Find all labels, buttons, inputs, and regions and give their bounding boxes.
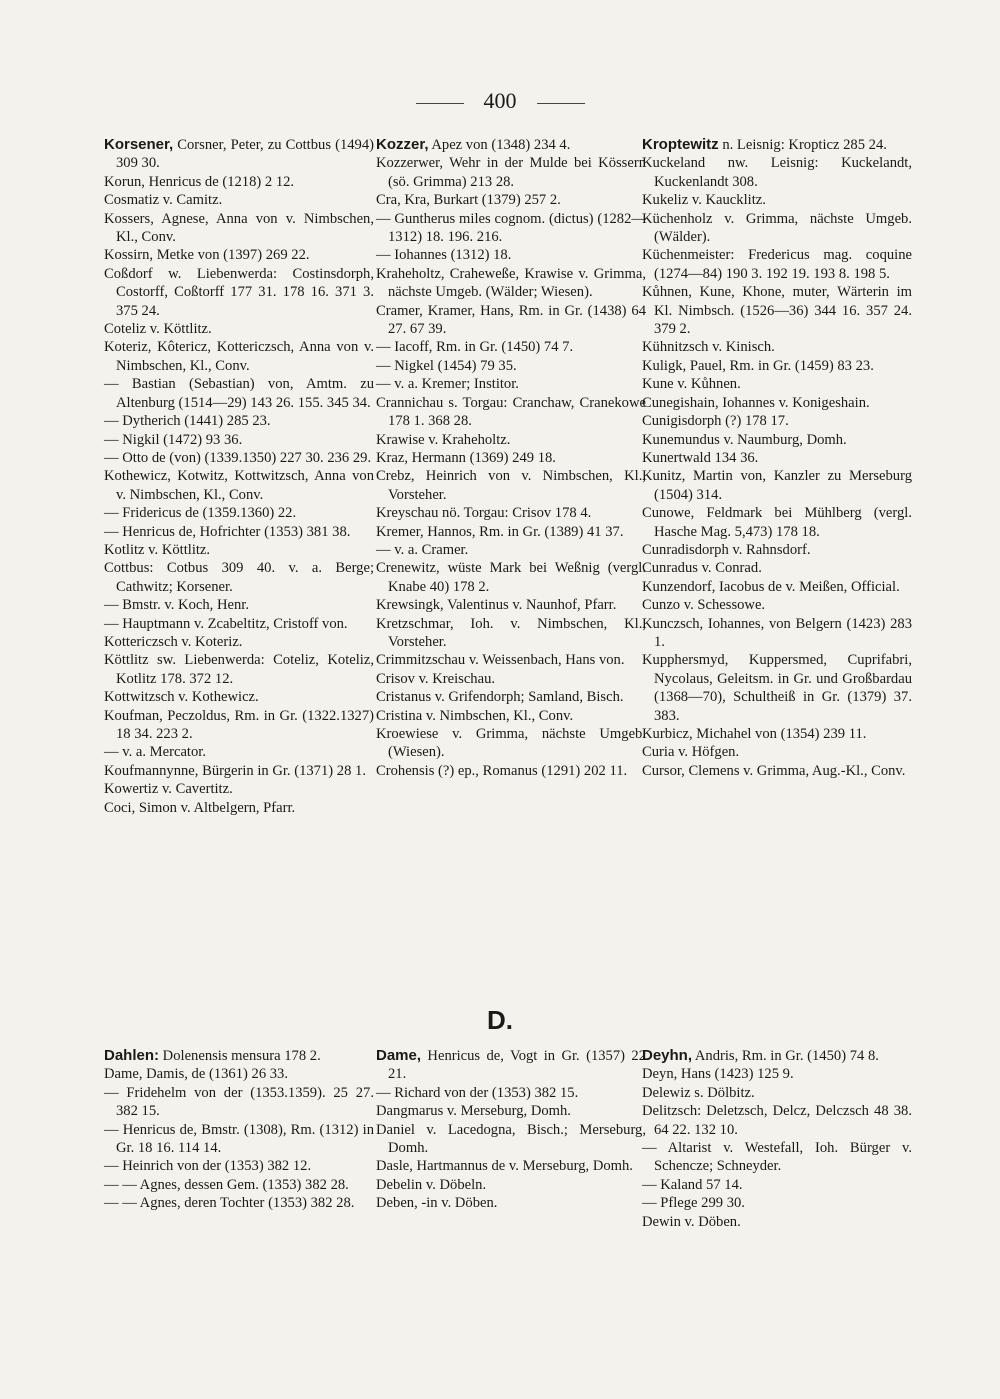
entry-text: Dasle, Hartmannus de v. Merseburg, Domh. xyxy=(376,1158,633,1175)
entry-text: Coci, Simon v. Altbelgern, Pfarr. xyxy=(104,799,296,816)
index-entry xyxy=(104,210,374,247)
index-entry xyxy=(104,596,374,614)
entry-text: Kuligk, Pauel, Rm. in Gr. (1459) 83 23. xyxy=(642,357,874,374)
index-entry xyxy=(642,762,912,780)
entry-text: Cunradus v. Conrad. xyxy=(642,560,762,577)
entry-text: — v. a. Kremer; Institor. xyxy=(376,376,519,393)
entry-text: — Iohannes (1312) 18. xyxy=(376,247,512,264)
entry-text: Delewiz s. Dölbitz. xyxy=(642,1084,755,1101)
index-entry xyxy=(104,799,374,817)
entry-text: Crebz, Heinrich von v. Nimbschen, Kl., Vorsteher. xyxy=(376,468,646,503)
column-bottom-3 xyxy=(642,1047,912,1231)
index-entry xyxy=(376,688,646,706)
entry-text: Henricus de, Vogt in Gr. (1357) 22 21. xyxy=(388,1048,646,1083)
entry-text: Cunigisdorph (?) 178 17. xyxy=(642,413,789,430)
entry-text: — Heinrich von der (1353) 382 12. xyxy=(104,1158,312,1175)
index-entry xyxy=(642,1102,912,1139)
index-entry xyxy=(376,191,646,209)
index-entry xyxy=(376,154,646,191)
entry-text: Kreyschau nö. Torgau: Crisov 178 4. xyxy=(376,505,592,522)
entry-text: n. Leisnig: Kropticz 285 24. xyxy=(722,137,887,153)
entry-text: Kunczsch, Iohannes, von Belgern (1423) 283 1. xyxy=(642,615,912,650)
index-entry xyxy=(642,596,912,614)
entry-text: Crimmitzschau v. Weissenbach, Hans von. xyxy=(376,652,625,669)
index-entry xyxy=(104,633,374,651)
index-entry xyxy=(376,523,646,541)
entry-text: Kukeliz v. Kaucklitz. xyxy=(642,192,766,209)
entry-text: Crannichau s. Torgau: Cranchaw, Cranekowe 178 1. 368 28. xyxy=(376,394,646,430)
index-entry xyxy=(376,394,646,431)
entry-headword: Kozzer, xyxy=(376,136,429,153)
entry-text: Cosmatiz v. Camitz. xyxy=(104,192,223,209)
entry-text: — Dytherich (1441) 285 23. xyxy=(104,413,271,430)
index-entry xyxy=(104,412,374,430)
column-bottom-1 xyxy=(104,1047,374,1213)
entry-text: Küchenholz v. Grimma, nächste Umgeb. (Wälder). xyxy=(642,210,912,246)
index-entry xyxy=(642,725,912,743)
index-entry xyxy=(642,1047,912,1065)
entry-text: Kunitz, Martin von, Kanzler zu Merseburg (1504) 314. xyxy=(642,468,912,503)
entry-text: Kuckeland nw. Leisnig: Kuckelandt, Kuckenlandt 308. xyxy=(642,155,912,190)
index-entry xyxy=(376,504,646,522)
header-rule-right xyxy=(537,103,585,104)
entry-text: Crohensis (?) ep., Romanus (1291) 202 11. xyxy=(376,762,628,779)
entry-text: — — Agnes, deren Tochter (1353) 382 28. xyxy=(104,1195,355,1212)
index-entry xyxy=(376,338,646,356)
index-entry xyxy=(104,743,374,761)
index-entry xyxy=(642,1084,912,1102)
index-entry xyxy=(104,191,374,209)
index-entry xyxy=(376,559,646,596)
index-entry xyxy=(642,467,912,504)
index-entry xyxy=(642,357,912,375)
entry-text: Kossirn, Metke von (1397) 269 22. xyxy=(104,247,310,264)
entry-text: Kothewicz, Kotwitz, Kottwitzsch, Anna von v. Nimbschen, Kl., Conv. xyxy=(104,468,374,503)
entry-text: Koteriz, Kôtericz, Kottericzsch, Anna von v. Nimbschen, Kl., Conv. xyxy=(104,339,374,374)
entry-text: Kremer, Hannos, Rm. in Gr. (1389) 41 37. xyxy=(376,523,624,540)
index-entry xyxy=(104,265,374,320)
column-top-2 xyxy=(376,136,646,780)
index-entry xyxy=(104,1065,374,1083)
index-entry xyxy=(642,338,912,356)
index-entry xyxy=(642,615,912,652)
entry-text: Dolenensis mensura 178 2. xyxy=(162,1048,321,1064)
index-entry xyxy=(376,375,646,393)
entry-text: Kossers, Agnese, Anna von v. Nimbschen, Kl., Conv. xyxy=(104,210,374,246)
entry-headword: Korsener, xyxy=(104,136,174,153)
index-entry xyxy=(104,651,374,688)
entry-text: — Fridehelm von der (1353.1359). 25 27. 382 15. xyxy=(104,1084,374,1120)
entry-text: Cristanus v. Grifendorph; Samland, Bisch. xyxy=(376,689,624,706)
index-entry xyxy=(642,394,912,412)
column-top-1 xyxy=(104,136,374,817)
index-entry xyxy=(104,467,374,504)
entry-text: Koufmannynne, Bürgerin in Gr. (1371) 28 1. xyxy=(104,762,366,779)
index-entry xyxy=(104,1176,374,1194)
entry-text: Kowertiz v. Cavertitz. xyxy=(104,781,233,798)
entry-text: Kunzendorf, Iacobus de v. Meißen, Official. xyxy=(642,578,900,595)
index-entry xyxy=(642,136,912,154)
index-entry xyxy=(376,707,646,725)
column-bottom-2 xyxy=(376,1047,646,1213)
index-entry xyxy=(104,173,374,191)
entry-text: — Henricus de, Bmstr. (1308), Rm. (1312) in Gr. 18 16. 114 14. xyxy=(104,1121,374,1157)
index-entry xyxy=(376,615,646,652)
index-entry xyxy=(642,375,912,393)
entry-text: Kotlitz v. Köttlitz. xyxy=(104,541,211,558)
entry-text: Koufman, Peczoldus, Rm. in Gr. (1322.1327) 18 34. 223 2. xyxy=(104,707,374,742)
page-header xyxy=(0,88,1000,118)
index-entry xyxy=(642,504,912,541)
index-entry xyxy=(642,559,912,577)
index-entry xyxy=(642,651,912,725)
entry-text: Kůhnen, Kune, Khone, muter, Wärterin im Kl. Nimbsch. (1526—36) 344 16. 357 24. 379 2. xyxy=(642,284,912,338)
entry-text: Kurbicz, Michahel von (1354) 239 11. xyxy=(642,726,867,742)
index-entry xyxy=(104,375,374,412)
entry-text: Kottwitzsch v. Kothewicz. xyxy=(104,689,259,706)
entry-text: — Nigkel (1454) 79 35. xyxy=(376,357,517,374)
entry-text: Curia v. Höfgen. xyxy=(642,744,740,761)
entry-text: — — Agnes, dessen Gem. (1353) 382 28. xyxy=(104,1176,349,1193)
entry-text: — Nigkil (1472) 93 36. xyxy=(104,431,243,448)
entry-text: Dewin v. Döben. xyxy=(642,1213,741,1230)
index-entry xyxy=(104,615,374,633)
column-top-3 xyxy=(642,136,912,780)
entry-text: Cottbus: Cotbus 309 40. v. a. Berge; Cathwitz; Korsener. xyxy=(104,560,374,595)
entry-text: — Bastian (Sebastian) von, Amtm. zu Altenburg (1514—29) 143 26. 155. 345 34. xyxy=(104,376,374,411)
entry-text: Kunertwald 134 36. xyxy=(642,449,759,466)
entry-text: Coteliz v. Köttlitz. xyxy=(104,321,212,338)
entry-text: — Henricus de, Hofrichter (1353) 381 38. xyxy=(104,523,351,540)
index-entry xyxy=(376,725,646,762)
entry-text: Cunowe, Feldmark bei Mühlberg (vergl. Hasche Mag. 5,473) 178 18. xyxy=(642,505,912,540)
index-entry xyxy=(104,780,374,798)
index-entry xyxy=(376,210,646,247)
entry-text: Dame, Damis, de (1361) 26 33. xyxy=(104,1066,289,1083)
index-entry xyxy=(376,670,646,688)
index-entry xyxy=(642,191,912,209)
entry-text: Köttlitz sw. Liebenwerda: Coteliz, Koteliz, Kotlitz 178. 372 12. xyxy=(104,652,374,687)
entry-text: Crisov v. Kreischau. xyxy=(376,670,496,687)
index-entry xyxy=(642,743,912,761)
entry-text: Daniel v. Lacedogna, Bisch.; Merseburg, Domh. xyxy=(376,1121,646,1157)
entry-text: Kupphersmyd, Kuppersmed, Cuprifabri, Nycolaus, Geleitsm. in Gr. und Großbardau (1368—70), Schultheiß in Gr. (1379) 37. 383. xyxy=(642,652,912,724)
entry-text: Kraz, Hermann (1369) 249 18. xyxy=(376,449,556,466)
entry-text: — Kaland 57 14. xyxy=(642,1176,743,1193)
index-entry xyxy=(376,467,646,504)
index-entry xyxy=(376,596,646,614)
index-entry xyxy=(642,449,912,467)
index-entry xyxy=(104,707,374,744)
entry-text: Kretzschmar, Ioh. v. Nimbschen, Kl., Vorsteher. xyxy=(376,615,646,650)
entry-text: — Altarist v. Westefall, Ioh. Bürger v. Schencze; Schneyder. xyxy=(642,1140,912,1175)
index-entry xyxy=(642,412,912,430)
entry-text: Kottericzsch v. Koteriz. xyxy=(104,633,243,650)
index-entry xyxy=(376,431,646,449)
entry-text: Deben, -in v. Döben. xyxy=(376,1195,498,1212)
section-letter: D. xyxy=(487,1005,513,1035)
index-entry xyxy=(376,1084,646,1102)
entry-text: — Guntherus miles cognom. (dictus) (1282—1312) 18. 196. 216. xyxy=(376,210,646,246)
entry-text: Kraheholtz, Craheweße, Krawise v. Grimma, nächste Umgeb. (Wälder; Wiesen). xyxy=(376,265,646,301)
index-entry xyxy=(376,1176,646,1194)
entry-text: Kune v. Kůhnen. xyxy=(642,376,741,393)
entry-text: — Richard von der (1353) 382 15. xyxy=(376,1084,579,1101)
index-entry xyxy=(104,136,374,173)
index-entry xyxy=(642,246,912,283)
index-entry xyxy=(376,1047,646,1084)
page-number: 400 xyxy=(483,88,517,113)
entry-text: Kroewiese v. Grimma, nächste Umgeb. (Wiesen). xyxy=(376,726,646,761)
index-entry xyxy=(642,1065,912,1083)
index-entry xyxy=(642,541,912,559)
index-entry xyxy=(376,246,646,264)
index-entry xyxy=(642,210,912,247)
entry-text: Crenewitz, wüste Mark bei Weßnig (vergl. Knabe 40) 178 2. xyxy=(376,560,646,595)
index-entry xyxy=(104,1121,374,1158)
index-entry xyxy=(642,1176,912,1194)
index-entry xyxy=(376,265,646,302)
entry-text: — Bmstr. v. Koch, Henr. xyxy=(104,597,249,614)
entry-headword: Deyhn, xyxy=(642,1047,693,1064)
entry-headword: Dahlen: xyxy=(104,1047,160,1064)
entry-text: — Hauptmann v. Zcabeltitz, Cristoff von. xyxy=(104,615,348,632)
index-entry xyxy=(376,449,646,467)
index-entry xyxy=(376,1121,646,1158)
header-rule-left xyxy=(416,103,464,104)
index-entry xyxy=(642,1194,912,1212)
index-entry xyxy=(104,541,374,559)
index-entry xyxy=(104,1157,374,1175)
index-entry xyxy=(104,559,374,596)
index-entry xyxy=(104,320,374,338)
entry-text: Delitzsch: Deletzsch, Delcz, Delczsch 48 38. 64 22. 132 10. xyxy=(642,1103,912,1138)
entry-text: Coßdorf w. Liebenwerda: Costinsdorph, Costorff, Coßtorff 177 31. 178 16. 371 3. 375 24. xyxy=(104,265,374,319)
entry-text: — v. a. Mercator. xyxy=(104,744,206,761)
index-entry xyxy=(642,283,912,338)
entry-text: Cra, Kra, Burkart (1379) 257 2. xyxy=(376,192,561,209)
index-entry xyxy=(104,688,374,706)
entry-text: Andris, Rm. in Gr. (1450) 74 8. xyxy=(694,1048,879,1064)
index-entry xyxy=(104,1047,374,1065)
entry-text: Kozzerwer, Wehr in der Mulde bei Kössern (sö. Grimma) 213 28. xyxy=(376,155,646,190)
entry-text: Kühnitzsch v. Kinisch. xyxy=(642,339,775,356)
index-entry xyxy=(104,523,374,541)
entry-text: Corsner, Peter, zu Cottbus (1494) 309 30. xyxy=(116,137,374,172)
entry-text: Cramer, Kramer, Hans, Rm. in Gr. (1438) 64 27. 67 39. xyxy=(376,302,646,338)
entry-text: Dangmarus v. Merseburg, Domh. xyxy=(376,1103,571,1120)
entry-text: Cunegishain, Iohannes v. Konigeshain. xyxy=(642,394,870,411)
index-entry xyxy=(376,651,646,669)
index-entry xyxy=(376,357,646,375)
entry-text: Cunzo v. Schessowe. xyxy=(642,597,766,614)
index-entry xyxy=(104,1194,374,1212)
entry-text: — Fridericus de (1359.1360) 22. xyxy=(104,505,297,522)
entry-text: — Pflege 299 30. xyxy=(642,1195,745,1212)
index-entry xyxy=(104,504,374,522)
index-entry xyxy=(642,431,912,449)
entry-text: Cunradisdorph v. Rahnsdorf. xyxy=(642,541,811,558)
entry-text: Küchenmeister: Fredericus mag. coquine (1274—84) 190 3. 192 19. 193 8. 198 5. xyxy=(642,247,912,282)
entry-text: Apez von (1348) 234 4. xyxy=(431,137,571,153)
index-entry xyxy=(376,302,646,339)
entry-headword: Dame, xyxy=(376,1047,422,1064)
entry-text: — Iacoff, Rm. in Gr. (1450) 74 7. xyxy=(376,339,574,356)
entry-text: Cursor, Clemens v. Grimma, Aug.-Kl., Conv. xyxy=(642,762,906,779)
index-entry xyxy=(642,578,912,596)
entry-text: Cristina v. Nimbschen, Kl., Conv. xyxy=(376,707,574,724)
index-entry xyxy=(376,1157,646,1175)
index-entry xyxy=(104,1084,374,1121)
index-entry xyxy=(376,762,646,780)
entry-text: Krewsingk, Valentinus v. Naunhof, Pfarr. xyxy=(376,597,617,614)
index-entry xyxy=(376,1102,646,1120)
index-entry xyxy=(642,1213,912,1231)
index-entry xyxy=(376,541,646,559)
entry-text: — v. a. Cramer. xyxy=(376,541,469,558)
entry-text: Korun, Henricus de (1218) 2 12. xyxy=(104,173,295,190)
entry-text: Krawise v. Kraheholtz. xyxy=(376,431,511,448)
index-entry xyxy=(642,1139,912,1176)
entry-text: Debelin v. Döbeln. xyxy=(376,1176,487,1193)
index-entry xyxy=(642,154,912,191)
entry-text: — Otto de (von) (1339.1350) 227 30. 236 29. xyxy=(104,449,372,466)
entry-text: Deyn, Hans (1423) 125 9. xyxy=(642,1066,794,1083)
index-entry xyxy=(104,246,374,264)
index-entry xyxy=(104,449,374,467)
entry-text: Kunemundus v. Naumburg, Domh. xyxy=(642,431,847,448)
index-entry xyxy=(376,136,646,154)
index-entry xyxy=(104,431,374,449)
entry-headword: Kroptewitz xyxy=(642,136,719,153)
index-entry xyxy=(104,762,374,780)
index-entry xyxy=(376,1194,646,1212)
index-entry xyxy=(104,338,374,375)
